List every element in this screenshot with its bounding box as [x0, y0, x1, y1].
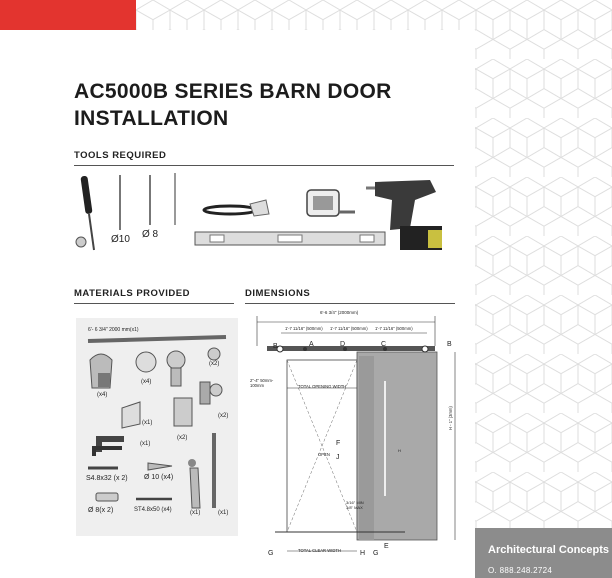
- callout-e: E: [384, 543, 389, 550]
- rail-label: 6'- 6 3/4" 2000 mm(x1): [88, 327, 139, 333]
- callout-c: C: [381, 341, 387, 348]
- dimensions-heading: DIMENSIONS: [245, 288, 311, 299]
- allen-key-qty: (x1): [140, 441, 151, 447]
- dimensions-divider: [245, 303, 455, 304]
- anchor-label: Ø 10 (x4): [144, 474, 174, 481]
- seg1-dim: 1'-7 11/16" (500mm): [285, 326, 323, 331]
- tools-heading: TOOLS REQUIRED: [74, 150, 167, 161]
- height-label-h: H: [398, 448, 401, 453]
- tools-divider: [74, 165, 454, 166]
- title-line-2: INSTALLATION: [74, 107, 229, 130]
- bit-holder-icon: [76, 237, 86, 247]
- callout-b-right: B: [447, 341, 452, 348]
- roller-qty: (x4): [97, 392, 108, 398]
- end-cap-icon: [208, 348, 220, 360]
- height-dim: H - 1" (3mm): [448, 406, 453, 430]
- callout-a: A: [309, 341, 314, 348]
- stopper-qty: (x2): [209, 361, 220, 367]
- open-label: OPEN: [318, 452, 330, 457]
- page-title: [74, 78, 404, 132]
- callout-h: H: [360, 550, 366, 557]
- dowel-label: Ø 8(x 2): [88, 507, 114, 514]
- drill-bit-icon: [120, 173, 175, 230]
- title-line-1: AC5000B SERIES BARN DOOR: [74, 80, 392, 103]
- tape-measure-icon: [307, 190, 355, 216]
- stopper-icon: [167, 351, 185, 369]
- spirit-level-icon: [195, 232, 385, 245]
- offset-dim: 2"-4" 50mm-100mm: [250, 378, 274, 388]
- bracket-qty: (x2): [218, 413, 229, 419]
- brand-name: Architectural Concepts: [488, 544, 610, 556]
- clamp-icon: [174, 398, 192, 426]
- screw-label: S4.8x32 (x 2): [86, 475, 128, 482]
- floor-guide-qty: (x1): [142, 420, 153, 426]
- drill-bit-8-label: Ø 8: [142, 229, 159, 240]
- clear-width: TOTAL CLEAR WIDTH: [298, 548, 341, 553]
- seg3-dim: 1'-7 11/16" (500mm): [375, 326, 413, 331]
- callout-f: F: [336, 440, 341, 447]
- materials-illustration: [76, 318, 238, 536]
- tools-illustration: [70, 170, 460, 265]
- handle-icon: [190, 468, 200, 508]
- overall-dim: 6'-6 3/4" (2000mm): [320, 310, 359, 315]
- callout-j: J: [336, 454, 340, 461]
- track-rail-icon: [88, 337, 226, 341]
- handle-qty: (x1): [190, 510, 201, 516]
- accent-bar: [0, 0, 136, 30]
- screw2-label: ST4.8x50 (x4): [134, 507, 172, 513]
- dowel-icon: [96, 493, 118, 501]
- wheel-icon: [136, 352, 156, 372]
- callout-g-right: G: [373, 550, 379, 557]
- drill-bit-10-label: Ø10: [111, 234, 130, 245]
- materials-heading: MATERIALS PROVIDED: [74, 288, 190, 299]
- handle-bar-qty: (x1): [218, 510, 229, 516]
- opening-width: TOTAL OPENING WIDTH: [298, 384, 347, 389]
- seg2-dim: 1'-7 11/16" (500mm): [330, 326, 368, 331]
- materials-divider: [74, 303, 234, 304]
- bracket-icon: [210, 384, 222, 396]
- callout-g-left: G: [268, 550, 274, 557]
- callout-b-left: B: [273, 343, 278, 350]
- clamp-qty: (x2): [177, 435, 188, 441]
- chalk-line-icon: [204, 200, 269, 216]
- wheel-qty: (x4): [141, 379, 152, 385]
- dimensions-drawing: [245, 306, 475, 568]
- callout-d: D: [340, 341, 346, 348]
- rail-shape: [267, 346, 435, 351]
- wall-anchor-icon: [148, 463, 172, 470]
- floor-guide-icon: [122, 402, 140, 428]
- gap-dim: 3/16" MIN 3/8" MAX: [346, 500, 364, 510]
- phone-number: O. 888.248.2724: [488, 566, 553, 575]
